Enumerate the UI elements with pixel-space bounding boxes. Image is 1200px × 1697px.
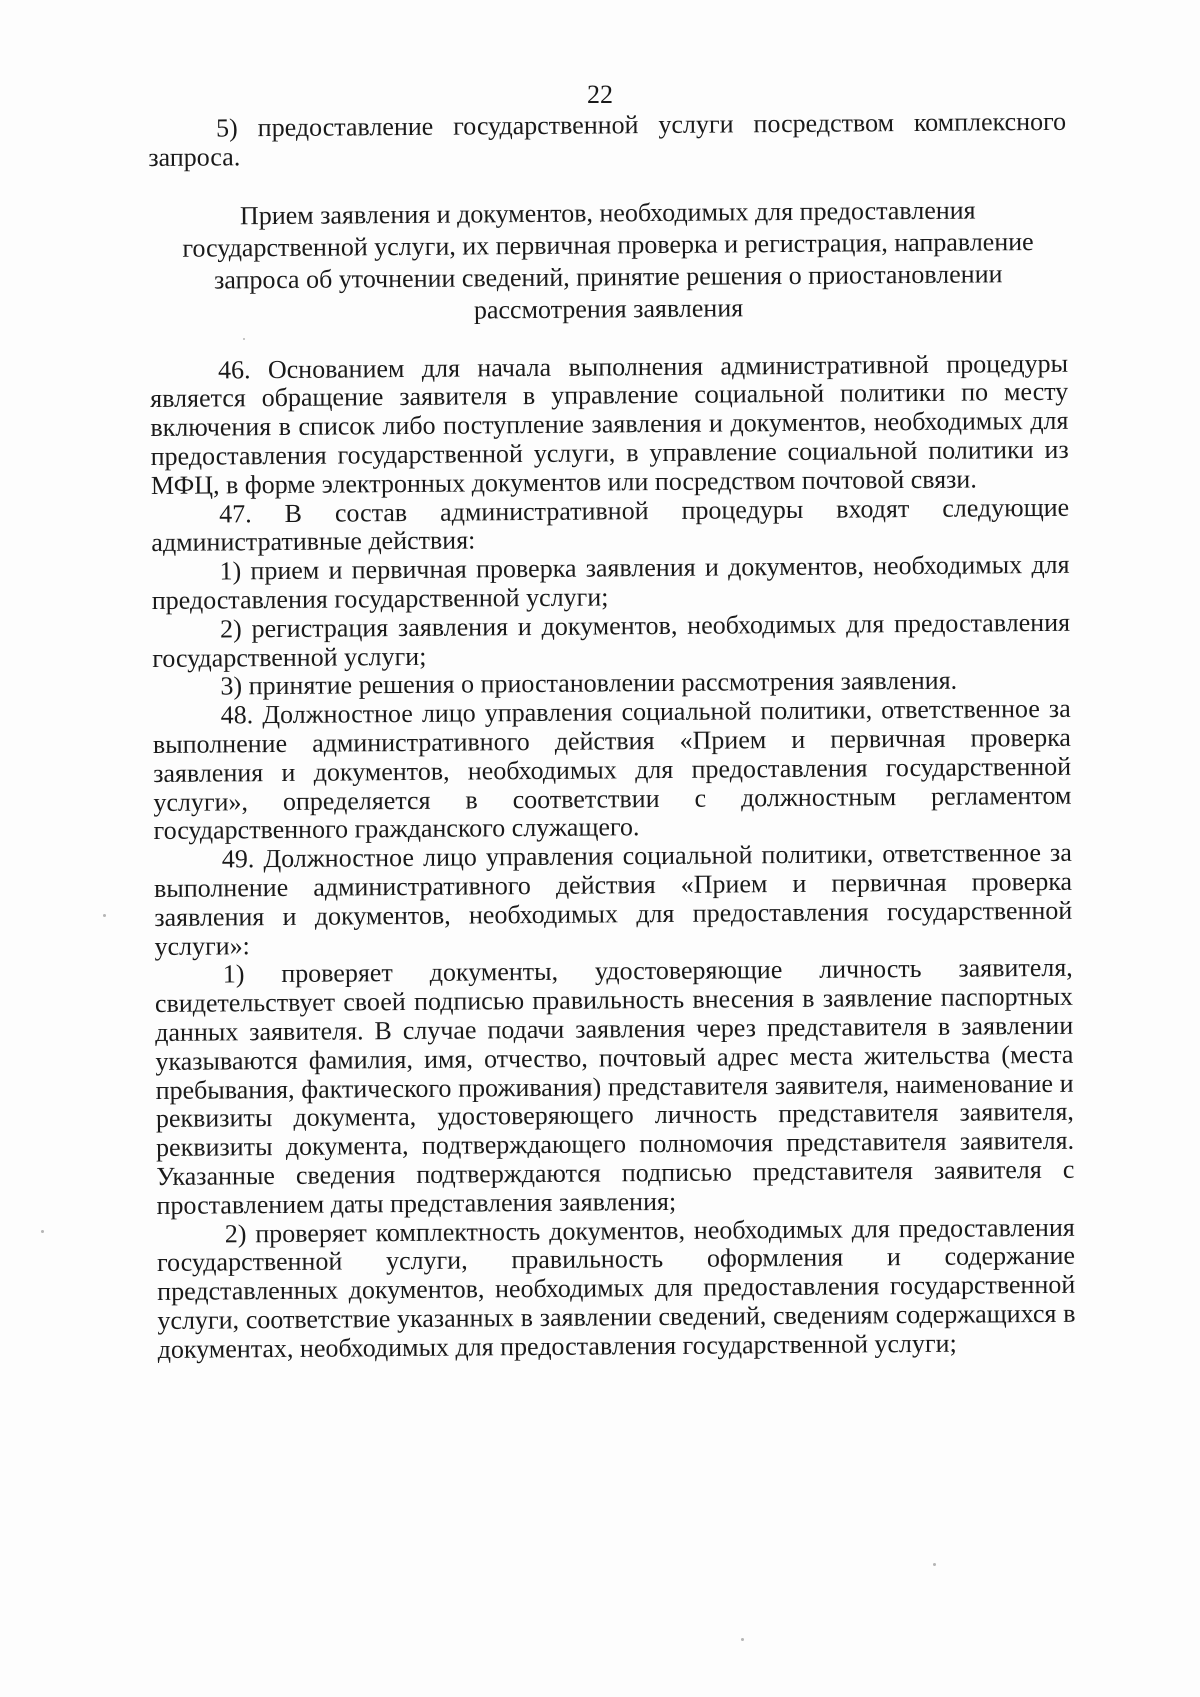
paragraph-46: 46. Основанием для начала выполнения административной процедуры является обращение заявителя в управление социальной политики по месту включения в список либо поступление заявления и документов, необходимых для предоставления государственной услуги, в управление социальной политики из МФЦ, в форме электронных документов или посредством почтовой связи. <box>150 348 1069 500</box>
paragraph-47-item-2: 2) регистрация заявления и документов, необходимых для предоставления государственной услуги; <box>152 607 1071 673</box>
scan-speck <box>103 914 106 917</box>
scan-speck <box>933 1563 936 1566</box>
section-heading <box>149 193 1068 328</box>
scan-speck <box>41 1230 44 1233</box>
paragraph-47-item-3: 3) принятие решения о приостановлении рассмотрения заявления. <box>220 666 958 701</box>
paragraph-48: 48. Должностное лицо управления социальной политики, ответственное за выполнение административного действия «Прием и первичная проверка заявления и документов, необходимых для предоставления государственной услуги», определяется в соответствии с должностным регламентом государственного гражданского служащего. <box>152 693 1072 846</box>
section-heading-line: запроса об уточнении сведений, принятие решения о приостановлении <box>213 258 1003 295</box>
paragraph-47: 47. В состав административной процедуры входят следующие административные действия: <box>151 492 1070 558</box>
section-heading-line: Прием заявления и документов, необходимых для предоставления <box>239 195 976 230</box>
paragraph-49-item-1: 1) проверяет документы, удостоверяющие личность заявителя, свидетельствует своей подписью правильность внесения в заявление паспортных данных заявителя. В случае подачи заявления через представителя в заявлении указываются фамилия, имя, отчество, почтовый адрес места жительства (места пребывания, фактического проживания) представителя заявителя, наименование и реквизиты документа, удостоверяющего личность представителя заявителя, реквизиты документа, подтверждающего полномочия представителя заявителя. Указанные сведения подтверждаются подписью представителя заявителя с проставлением даты представления заявления; <box>154 953 1075 1220</box>
paragraph-47-item-1: 1) прием и первичная проверка заявления и документов, необходимых для предоставления государственной услуги; <box>151 549 1070 615</box>
page-number: 22 <box>587 80 613 109</box>
paragraph-49-item-2: 2) проверяет комплектность документов, необходимых для предоставления государственной услуги, правильность оформления и содержание представленных документов, необходимых для предоставления государственной услуги, соответствие указанных в заявлении сведений, сведениям содержащихся в документах, необходимых для предоставления государственной услуги; <box>156 1212 1076 1364</box>
scan-speck <box>243 338 245 340</box>
section-heading-line: рассмотрения заявления <box>473 292 744 325</box>
list-item-5: 5) предоставление государственной услуги посредством комплексного запроса. <box>148 106 1067 172</box>
paragraph-49: 49. Должностное лицо управления социальной политики, ответственное за выполнение административного действия «Прием и первичная проверка заявления и документов, необходимых для предоставления государственной услуги»: <box>153 837 1073 961</box>
document-body <box>148 108 1076 1365</box>
scan-speck <box>741 1638 744 1641</box>
section-heading-line: государственной услуги, их первичная проверка и регистрация, направление <box>182 226 1034 263</box>
